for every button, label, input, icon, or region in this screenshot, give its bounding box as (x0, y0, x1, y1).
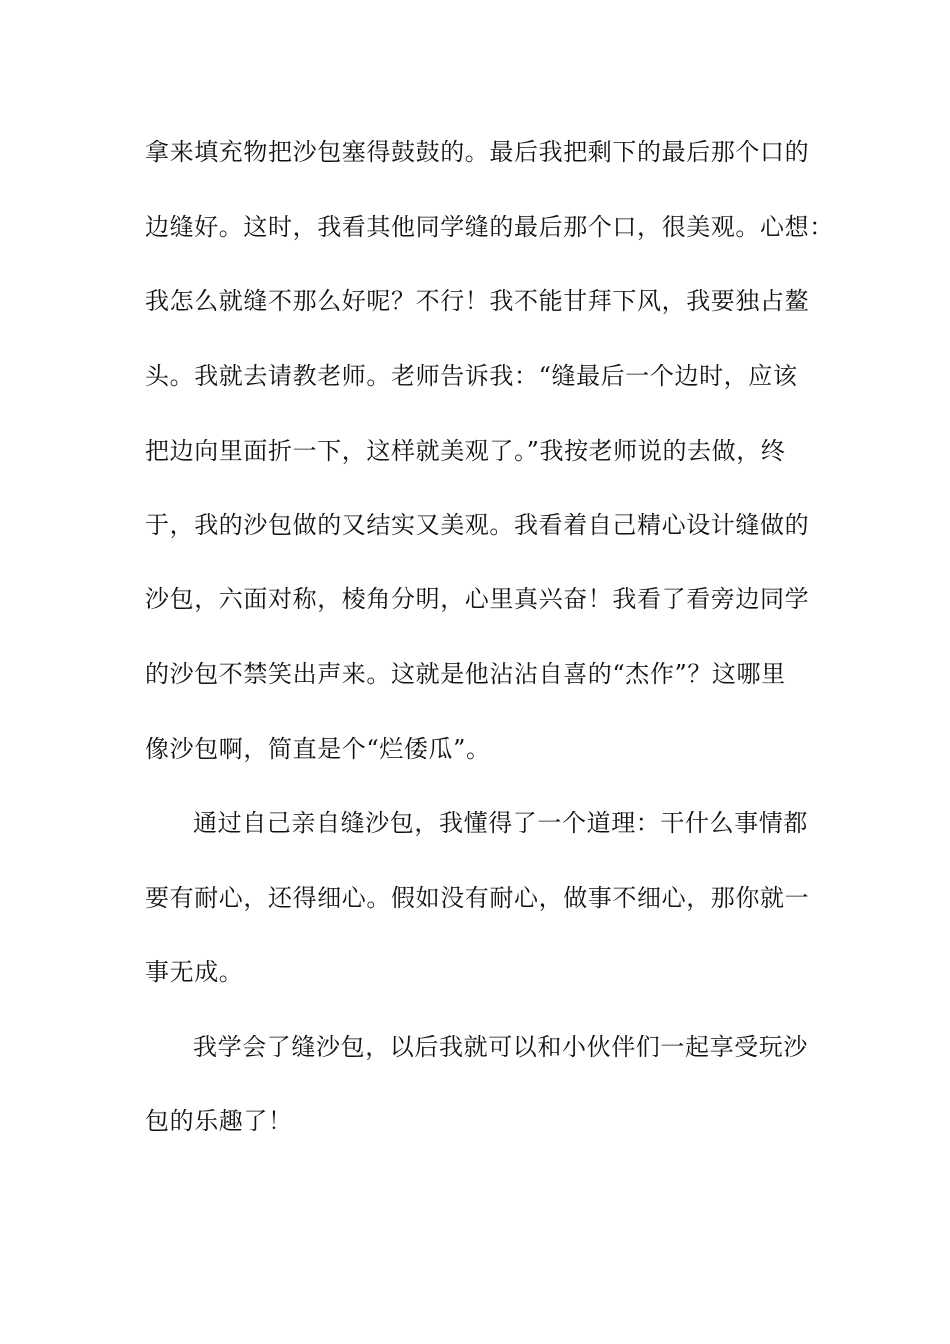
paragraph-start-line: 通过自己亲自缝沙包，我懂得了一个道理：干什么事情都 (193, 809, 808, 837)
text-line: 拿来填充物把沙包塞得鼓鼓的。最后我把剩下的最后那个口的 (145, 138, 810, 166)
text-line: 包的乐趣了！ (145, 1107, 293, 1135)
text-line: 把边向里面折一下，这样就美观了。”我按老师说的去做，终 (145, 437, 786, 465)
text-line: 事无成。 (145, 958, 244, 986)
text-line: 像沙包啊，简直是个“烂倭瓜”。 (145, 735, 491, 763)
text-line: 边缝好。这时，我看其他同学缝的最后那个口，很美观。心想： (145, 213, 834, 241)
paragraph-start-line: 我学会了缝沙包，以后我就可以和小伙伴们一起享受玩沙 (193, 1033, 808, 1061)
text-line: 的沙包不禁笑出声来。这就是他沾沾自喜的“杰作”？这哪里 (145, 660, 786, 688)
text-line: 沙包，六面对称，棱角分明，心里真兴奋！我看了看旁边同学 (145, 585, 810, 613)
text-line: 于，我的沙包做的又结实又美观。我看着自己精心设计缝做的 (145, 511, 810, 539)
text-line: 我怎么就缝不那么好呢？不行！我不能甘拜下风，我要独占鳌 (145, 287, 810, 315)
text-line: 头。我就去请教老师。老师告诉我：“缝最后一个边时，应该 (145, 362, 798, 390)
text-line: 要有耐心，还得细心。假如没有耐心，做事不细心，那你就一 (145, 884, 810, 912)
